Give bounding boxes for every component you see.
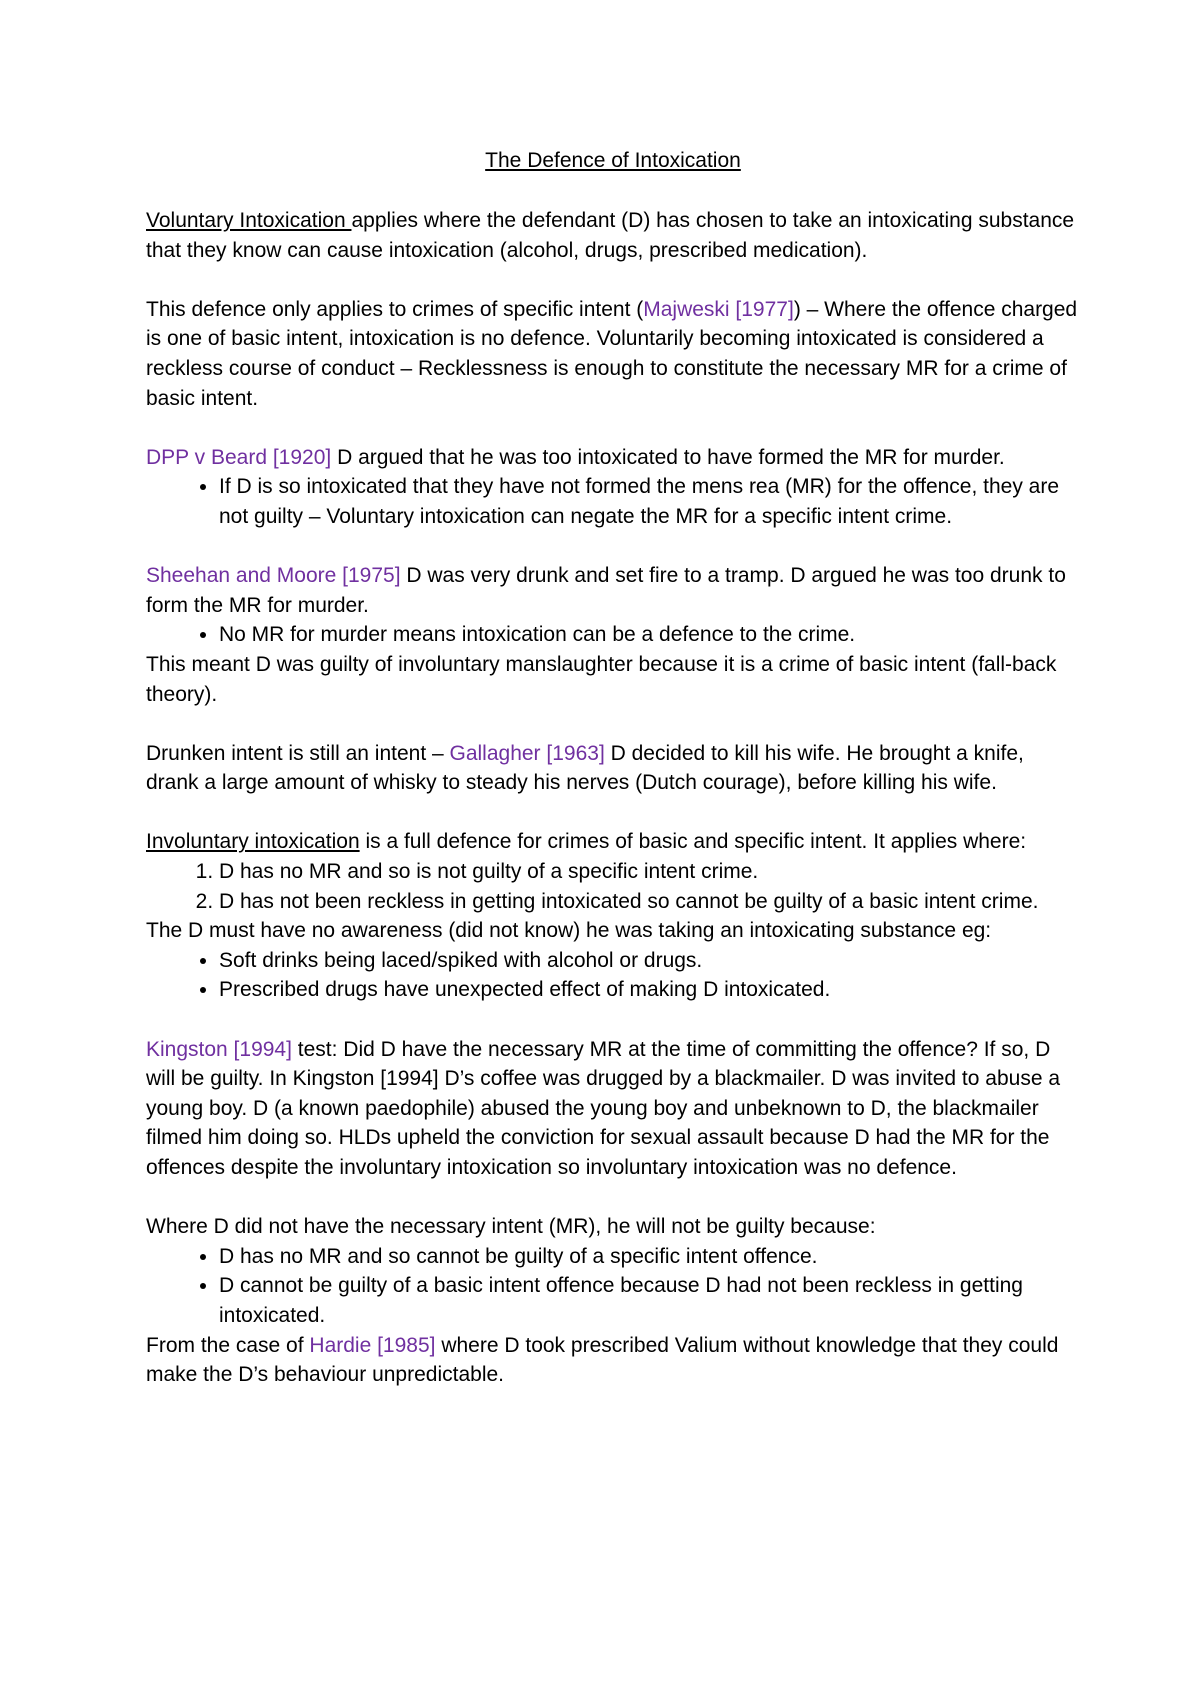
- paragraph-text: From the case of: [146, 1333, 310, 1357]
- page-title: The Defence of Intoxication: [485, 149, 741, 172]
- involuntary-intoxication-paragraph: [146, 827, 1080, 857]
- bullet-list: [146, 472, 1080, 531]
- case-majweski: Majweski [1977]: [643, 297, 794, 321]
- case-dpp-v-beard: DPP v Beard [1920]: [146, 445, 332, 469]
- voluntary-intoxication-paragraph: [146, 206, 1080, 265]
- hardie-paragraph: [146, 1331, 1080, 1390]
- list-item: • D cannot be guilty of a basic intent offence because D had not been reckless in getting intoxicated.: [219, 1271, 1080, 1330]
- fall-back-theory-paragraph: This meant D was guilty of involuntary manslaughter because it is a crime of basic intent (fall-back theory).: [146, 652, 1057, 706]
- paragraph-text: ) – Where the offence charged is one of basic intent, intoxication is no defence. Voluntarily becoming intoxicated is considered a reckless course of conduct – Recklessness is enough to constitute the necessary MR for a crime of basic intent.: [146, 297, 1078, 410]
- case-kingston: Kingston [1994]: [146, 1037, 292, 1061]
- list-item: • D has no MR and so cannot be guilty of a specific intent offence.: [219, 1242, 1080, 1272]
- list-item: • If D is so intoxicated that they have not formed the mens rea (MR) for the offence, they are not guilty – Voluntary intoxication can negate the MR for a specific intent crime.: [219, 472, 1080, 531]
- paragraph-text: Drunken intent is still an intent –: [146, 741, 450, 765]
- specific-intent-paragraph: [146, 295, 1080, 413]
- necessary-intent-paragraph: Where D did not have the necessary intent (MR), he will not be guilty because:: [146, 1215, 876, 1239]
- term-voluntary-intoxication: Voluntary Intoxication: [146, 209, 352, 232]
- paragraph-text: applies where the defendant (D) has chosen to take an intoxicating substance that they know can cause intoxication (alcohol, drugs, prescribed medication).: [146, 209, 1075, 262]
- sheehan-moore-paragraph: [146, 561, 1080, 620]
- bullet-list: [146, 946, 1080, 1005]
- list-item: 1. D has no MR and so is not guilty of a specific intent crime.: [219, 857, 1080, 887]
- kingston-paragraph: [146, 1035, 1080, 1183]
- case-gallagher: Gallagher [1963]: [449, 741, 605, 765]
- bullet-list: [146, 620, 1080, 650]
- list-item: 2. D has not been reckless in getting intoxicated so cannot be guilty of a basic intent crime.: [219, 887, 1080, 917]
- numbered-list: [146, 857, 1080, 916]
- paragraph-text: D decided to kill his wife. He brought a knife, drank a large amount of whisky to steady his nerves (Dutch courage), before killing his wife.: [146, 741, 1024, 795]
- list-item: • No MR for murder means intoxication can be a defence to the crime.: [219, 620, 1080, 650]
- paragraph-text: where D took prescribed Valium without knowledge that they could make the D’s behaviour unpredictable.: [146, 1333, 1059, 1387]
- paragraph-text: is a full defence for crimes of basic and specific intent. It applies where:: [359, 830, 1027, 854]
- paragraph-text: D argued that he was too intoxicated to have formed the MR for murder.: [331, 445, 1005, 469]
- awareness-paragraph: The D must have no awareness (did not know) he was taking an intoxicating substance eg:: [146, 919, 992, 943]
- case-sheehan-and-moore: Sheehan and Moore [1975]: [146, 564, 401, 588]
- bullet-list: [146, 1242, 1080, 1331]
- term-involuntary-intoxication: Involuntary intoxication: [146, 830, 360, 854]
- list-item: • Prescribed drugs have unexpected effect of making D intoxicated.: [219, 975, 1080, 1005]
- paragraph-text: D was very drunk and set fire to a tramp. D argued he was too drunk to form the MR for murder.: [146, 564, 1066, 617]
- paragraph-text: test: Did D have the necessary MR at the time of committing the offence? If so, D will be guilty. In Kingston [1994] D’s coffee was drugged by a blackmailer. D was invited to abuse a young boy. D (a known paedophile) abused the young boy and unbeknown to D, the blackmailer filmed him doing so. HLDs upheld the conviction for sexual assault because D had the MR for the offences despite the involuntary intoxication so involuntary intoxication was no defence.: [146, 1037, 1061, 1179]
- paragraph-text: This defence only applies to crimes of specific intent (: [146, 297, 644, 321]
- dpp-beard-paragraph: [146, 443, 1080, 473]
- gallagher-paragraph: [146, 739, 1080, 798]
- list-item: • Soft drinks being laced/spiked with alcohol or drugs.: [219, 946, 1080, 976]
- case-hardie: Hardie [1985]: [309, 1333, 436, 1357]
